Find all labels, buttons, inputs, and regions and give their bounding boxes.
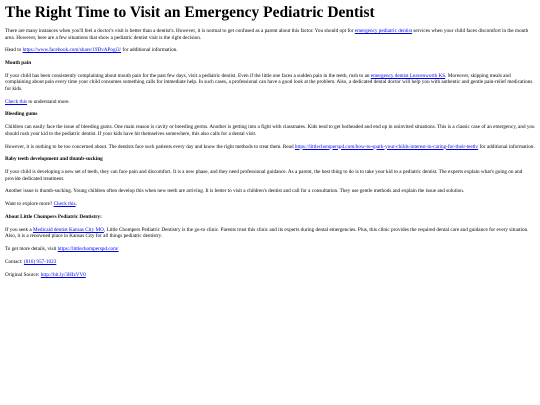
- contact-label: Contact:: [5, 258, 24, 265]
- bleeding-gums-text-end: for additional information.: [478, 143, 535, 150]
- emergency-pediatric-dentist-link[interactable]: emergency pediatric dentist: [354, 28, 413, 34]
- website-link[interactable]: https://littlechomperspd.com/: [57, 246, 119, 253]
- intro-text-start: There are many instances when you'll feel a doctor's visit is better than a dentist's. However, it is normal to get confused as a parent about this factor. You should opt for: [5, 28, 355, 34]
- page-title: The Right Time to Visit an Emergency Pediatric Dentist: [5, 4, 375, 21]
- thumb-sucking-paragraph: Another issue is thumb-sucking. Young children often develop this when new teeth are arriving. It is better to visit a children's dentist and call for a consultation. They use gentle methods and explain the issue and solution.: [5, 188, 465, 195]
- bleeding-gums-paragraph: Children can easily face the issue of bleeding gums. One main reason is cavity or breeding germs. Another is getting into a fight with classmates. Kids tend to get hotheaded and end up in uninvited situations. This is a classic case of an emergency, and you should rush your kid to the pediatric dentist. If your kids have hit themselves somewhere, this also calls for a dental visit.: [5, 124, 535, 137]
- check-this-paragraph: [5, 99, 535, 106]
- contact-paragraph: [5, 259, 535, 266]
- bleeding-gums-paragraph-2: [5, 144, 535, 151]
- head-to-text: Head to: [5, 47, 23, 54]
- explore-more-paragraph: [5, 201, 535, 208]
- check-this-after-text: to understand more.: [27, 98, 70, 105]
- original-source-link[interactable]: http://bit.ly/3HIzVV0: [40, 271, 86, 278]
- mouth-pain-paragraph: [5, 73, 535, 93]
- phone-link[interactable]: (816) 957-1023: [23, 258, 57, 265]
- mouth-pain-text-end: . Moreover, skipping meals and complaining about pain every time your child consumes something calls for immediate help. In such cases, a professional can have a good look at the problem. Also, a dedicated dental doctor will help you with authentic and gentle pain-relief medications for kids.: [5, 72, 533, 92]
- emergency-dentist-leavenworth-link[interactable]: emergency dentist Leavenworth KS: [370, 72, 446, 79]
- head-to-after-text: for additional information.: [121, 47, 178, 54]
- mouth-pain-heading: Mouth pain: [5, 60, 32, 67]
- baby-teeth-heading: Baby teeth development and thumb-sucking: [5, 156, 103, 163]
- medicaid-dentist-link[interactable]: Medicaid dentist Kansas City MO: [32, 226, 104, 233]
- about-text-end: , Little Chompers Pediatric Dentistry is the go-to clinic. Parents trust this clinic and its experts during dental emergencies. Plus, this clinic provides the required dental care and guidance for every situation. Also, it is a renowned place in Kansas City for all things pediatric dentistry.: [5, 226, 529, 240]
- check-this-link[interactable]: Check this: [5, 98, 28, 105]
- baby-teeth-paragraph: If your child is developing a new set of teeth, they can face pain and discomfort. It is a new phase, and they need professional guidance. As a parent, the best thing to do is to take your kid to a pediatric dentist. The experts explain what's going on and provide dedicated treatment.: [5, 169, 523, 182]
- bleeding-gums-text-start: However, it is nothing to be too concerned about. The dentists face such patients every day and know the right methods to treat them. Read: [5, 143, 295, 150]
- intro-text-end: services when your child faces discomfort in the mouth area. However, here are a few situations that show a pediatric dentist visit is the right decision.: [5, 28, 529, 41]
- source-paragraph: [5, 272, 535, 279]
- mouth-pain-text-start: If your child has been consistently complaining about mouth pain for the past few days, visit a pediatric dentist. Even if the little one faces a sudden pain in the teeth, rush to an: [5, 72, 371, 79]
- explore-check-this-link[interactable]: Check this: [53, 201, 76, 208]
- facebook-link[interactable]: https://www.facebook.com/share/19DvAPogi3/: [22, 47, 122, 54]
- details-paragraph: [5, 246, 535, 253]
- childs-interest-article-link[interactable]: https://littlechomperspd.com/how-to-spark-your-childs-interest-in-caring-for-their-teeth/: [294, 143, 479, 150]
- facebook-paragraph: [5, 47, 535, 54]
- about-text-start: If you seek a: [5, 226, 33, 233]
- bleeding-gums-heading: Bleeding gums: [5, 111, 38, 118]
- intro-paragraph: [5, 28, 535, 41]
- explore-more-text: Want to explore more?: [5, 201, 54, 208]
- about-paragraph: [5, 227, 535, 240]
- explore-period: .: [75, 201, 77, 208]
- details-text: To get more details, visit: [5, 246, 58, 253]
- source-label: Original Source:: [5, 271, 41, 278]
- about-heading: About Little Chompers Pediatric Dentistry:: [5, 214, 102, 221]
